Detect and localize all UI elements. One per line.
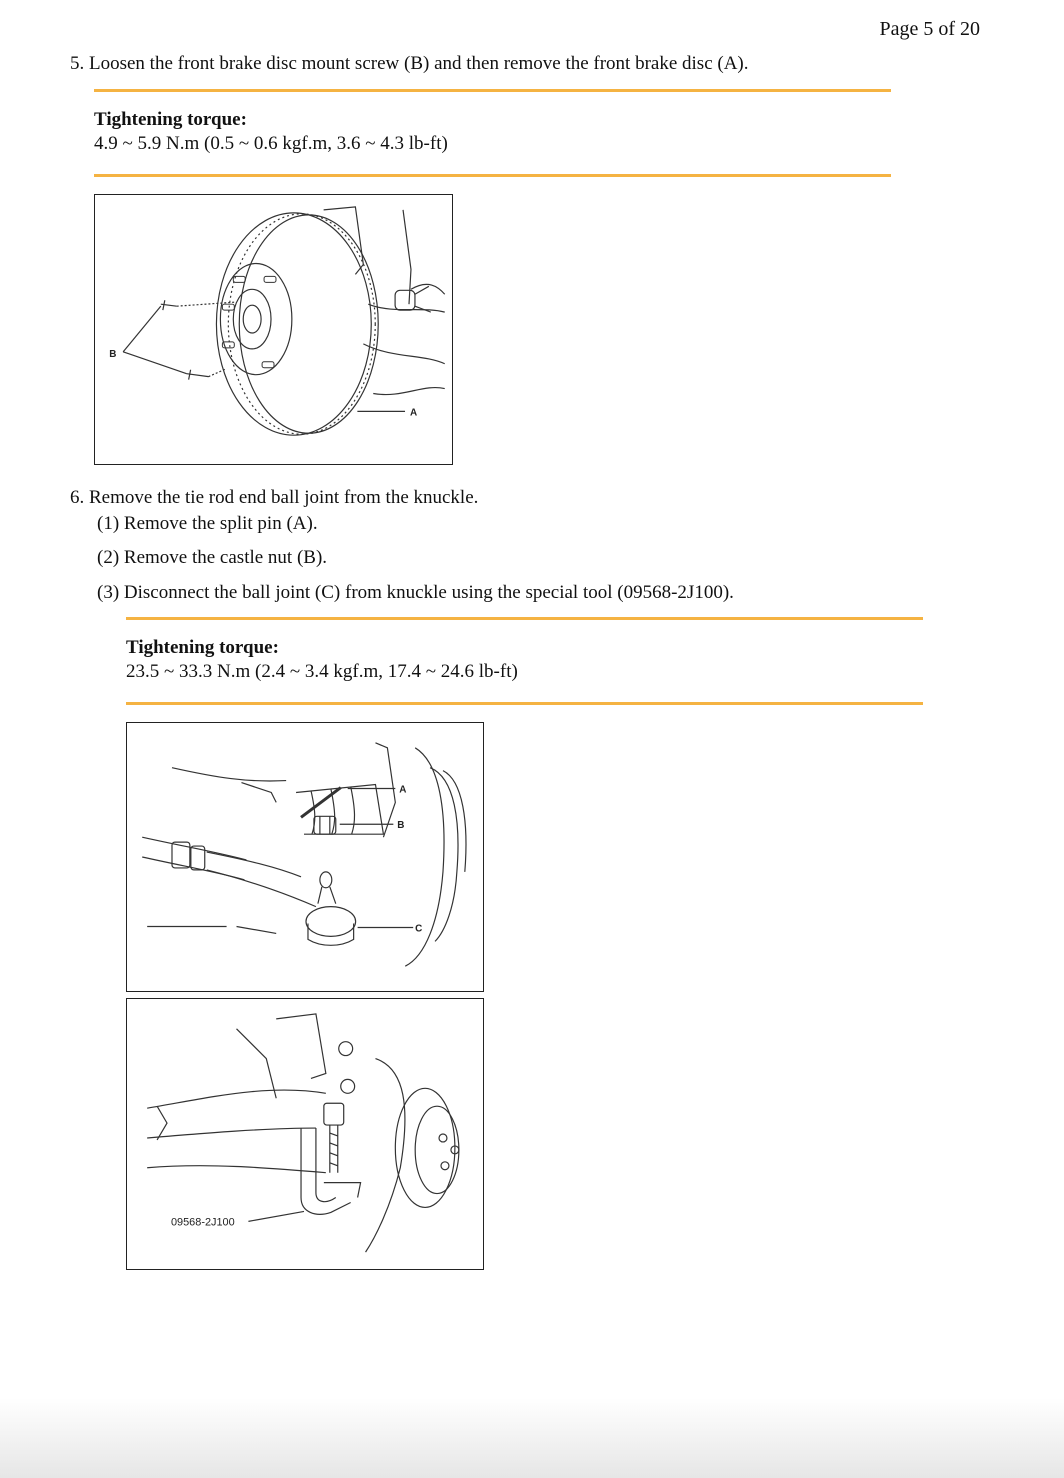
step-6-instruction: 6. Remove the tie rod end ball joint from the knuckle.: [70, 487, 479, 508]
brake-disc-figure: [94, 194, 453, 465]
brake-disc-drawing: [95, 195, 452, 464]
special-tool-drawing: [127, 999, 483, 1269]
tool-code-label: 09568-2J100: [170, 1216, 235, 1229]
torque-value: 23.5 ~ 33.3 N.m (2.4 ~ 3.4 kgf.m, 17.4 ~ 24.6 lb-ft): [126, 661, 518, 682]
page-bottom-shade: [0, 1398, 1064, 1478]
torque-box-step-6: [126, 617, 923, 705]
special-tool-figure: [126, 998, 484, 1270]
substep-3: (3) Disconnect the ball joint (C) from knuckle using the special tool (09568-2J100).: [97, 582, 734, 603]
callout-c: C: [415, 923, 423, 935]
tie-rod-drawing: [127, 723, 483, 991]
step-5-instruction: 5. Loosen the front brake disc mount screw (B) and then remove the front brake disc (A).: [70, 53, 749, 74]
torque-title: Tightening torque:: [94, 109, 247, 130]
torque-box-step-5: [94, 89, 891, 177]
torque-title: Tightening torque:: [126, 637, 279, 658]
torque-value: 4.9 ~ 5.9 N.m (0.5 ~ 0.6 kgf.m, 3.6 ~ 4.3 lb-ft): [94, 133, 448, 154]
substep-1: (1) Remove the split pin (A).: [97, 513, 318, 534]
callout-b: B: [109, 348, 117, 360]
page-number: Page 5 of 20: [879, 18, 980, 40]
tie-rod-figure: [126, 722, 484, 992]
callout-b: B: [397, 820, 405, 832]
callout-a: A: [399, 784, 407, 796]
callout-a: A: [409, 407, 418, 419]
substep-2: (2) Remove the castle nut (B).: [97, 547, 328, 568]
